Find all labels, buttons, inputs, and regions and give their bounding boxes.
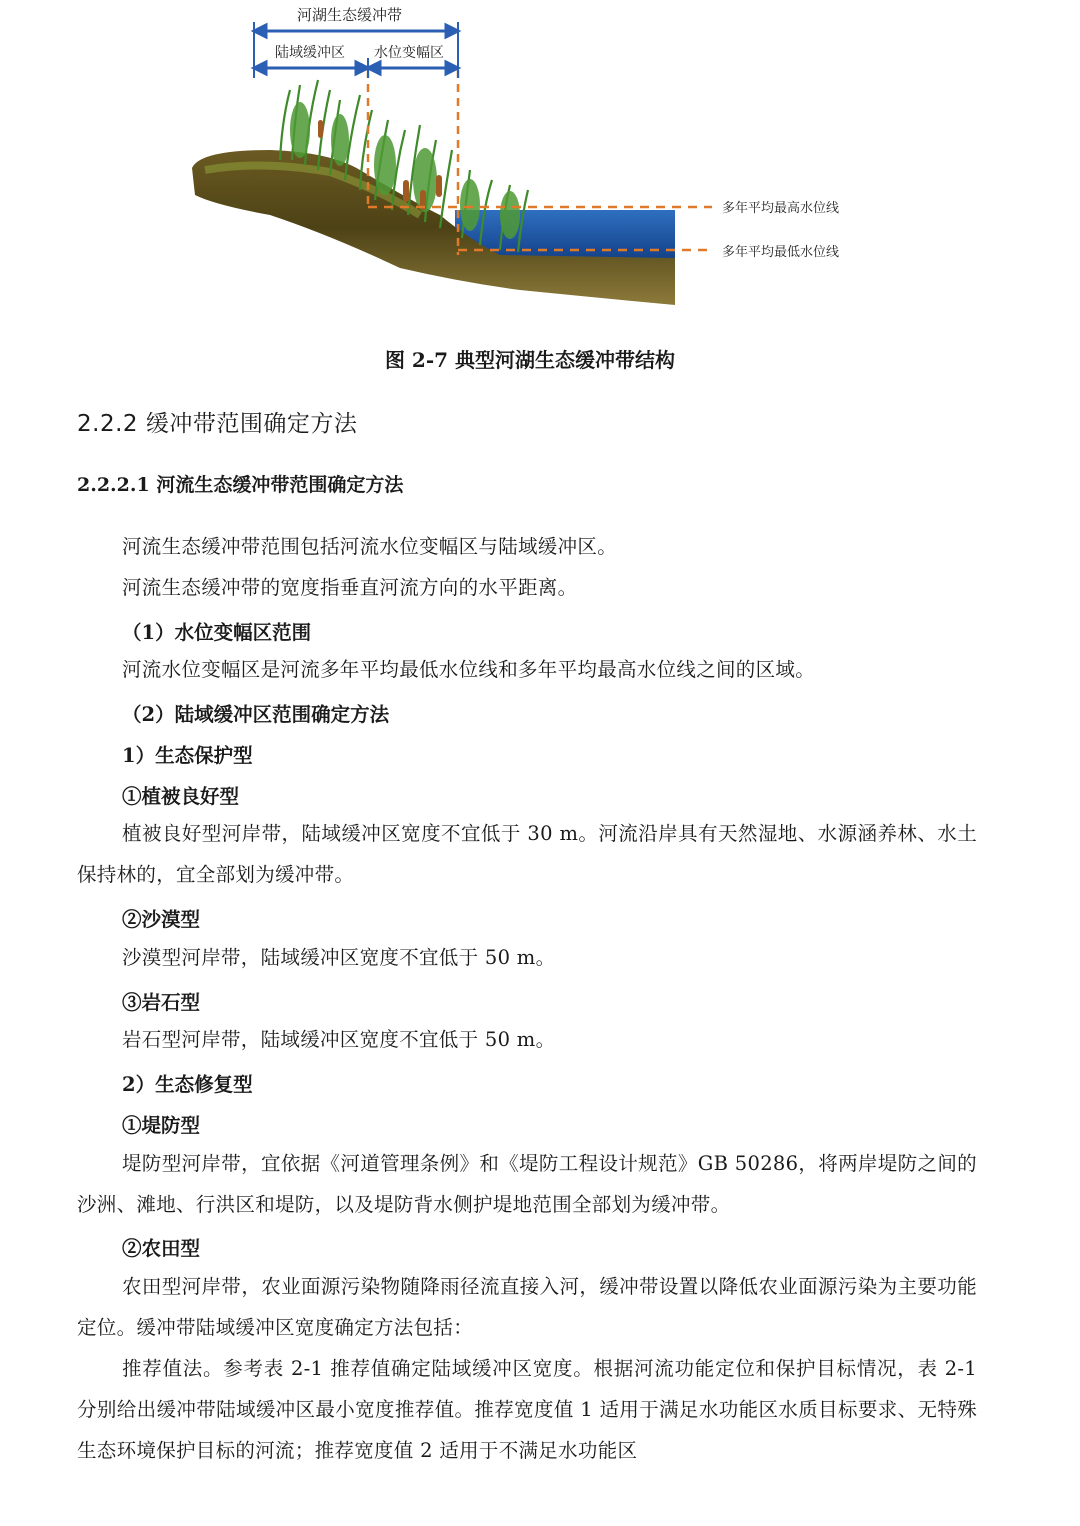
paragraph: 推荐值法。参考表 2-1 推荐值确定陆域缓冲区宽度。根据河流功能定位和保护目标情况，表 2-1 分别给出缓冲带陆域缓冲区最小宽度推荐值。推荐宽度值 1 适用于满足水功能区水质目标要求、无特殊生态环境保护目标的河流；推荐宽度值 2 适用于不满足水功能区 — [77, 1357, 977, 1462]
paragraph: 堤防型河岸带，宜依据《河道管理条例》和《堤防工程设计规范》GB 50286，将两岸堤防之间的沙洲、滩地、行洪区和堤防，以及堤防背水侧护堤地范围全部划为缓冲带。 — [77, 1152, 977, 1216]
subheading: ③岩石型 — [122, 991, 201, 1014]
paragraph: 河流生态缓冲带范围包括河流水位变幅区与陆域缓冲区。 — [122, 535, 618, 558]
subheading: ①植被良好型 — [122, 785, 240, 808]
subheading: 1）生态保护型 — [122, 744, 253, 767]
high-water-label: 多年平均最高水位线 — [722, 201, 840, 216]
buffer-zone-figure — [0, 0, 1080, 320]
subheading: ②农田型 — [122, 1237, 201, 1260]
paragraph: 植被良好型河岸带，陆域缓冲区宽度不宜低于 30 m。河流沿岸具有天然湿地、水源涵养林、水土保持林的，宜全部划为缓冲带。 — [77, 822, 977, 886]
water-fluctuation-label: 水位变幅区 — [374, 45, 444, 61]
subsection-heading: 2.2.2.1 河流生态缓冲带范围确定方法 — [77, 474, 404, 496]
paragraph: 河流生态缓冲带的宽度指垂直河流方向的水平距离。 — [122, 576, 578, 599]
section-heading: 2.2.2 缓冲带范围确定方法 — [77, 411, 358, 437]
subheading: 2）生态修复型 — [122, 1073, 253, 1096]
paragraph: 岩石型河岸带，陆域缓冲区宽度不宜低于 50 m。 — [122, 1028, 556, 1051]
subheading: （2）陆域缓冲区范围确定方法 — [122, 703, 390, 726]
figure-caption: 图 2-7 典型河湖生态缓冲带结构 — [384, 348, 676, 372]
subheading: ②沙漠型 — [122, 908, 201, 931]
paragraph: 农田型河岸带，农业面源污染物随降雨径流直接入河，缓冲带设置以降低农业面源污染为主要功能定位。缓冲带陆域缓冲区宽度确定方法包括： — [77, 1275, 977, 1339]
subheading: ①堤防型 — [122, 1114, 201, 1137]
zone-label: 河湖生态缓冲带 — [297, 6, 403, 24]
paragraph: 沙漠型河岸带，陆域缓冲区宽度不宜低于 50 m。 — [122, 946, 556, 969]
low-water-label: 多年平均最低水位线 — [722, 245, 840, 260]
land-buffer-label: 陆域缓冲区 — [275, 45, 345, 61]
paragraph: 河流水位变幅区是河流多年平均最低水位线和多年平均最高水位线之间的区域。 — [122, 658, 816, 681]
buffer-zone-diagram — [0, 0, 1080, 320]
subheading: （1）水位变幅区范围 — [122, 621, 312, 644]
